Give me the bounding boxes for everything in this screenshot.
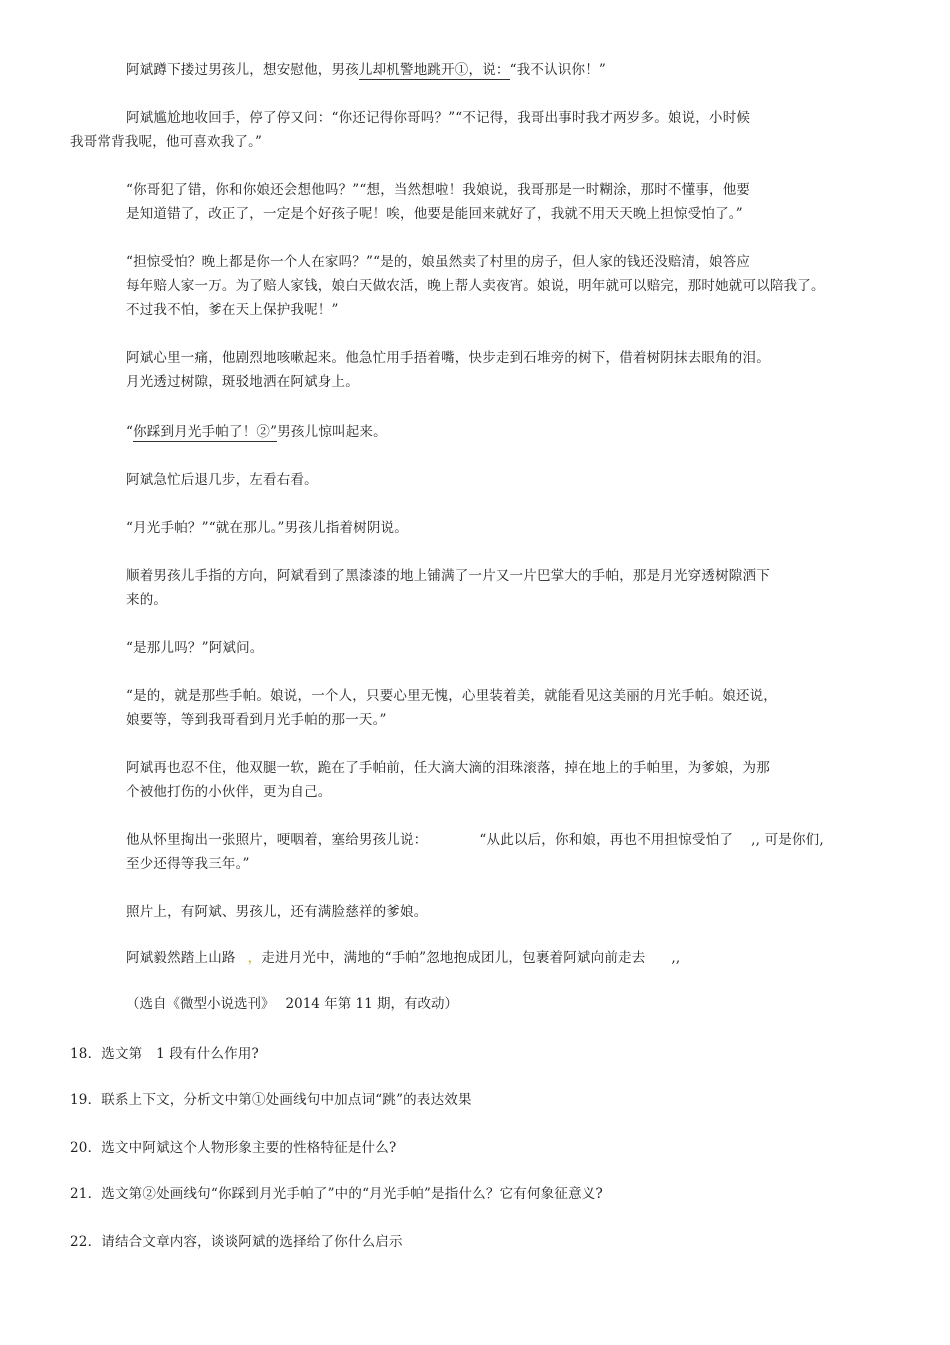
paragraph-14-text: 照片上，有阿斌、男孩儿，还有满脸慈祥的爹娘。 [126,904,428,920]
paragraph-1-quote: “我不认识你！” [509,62,607,78]
paragraph-15 [70,946,850,970]
paragraph-15-text-b: 走进月光中，满地的“手帕”忽地抱成团儿，包裹着阿斌向前走去 [261,950,646,966]
paragraph-3-line-1: “你哥犯了错，你和你娘还会想他吗？”“想，当然想啦！我娘说，我哥那是一时糊涂，那时不懂事，他要 [126,182,751,198]
paragraph-1 [70,58,850,82]
question-20: 20．选文中阿斌这个人物形象主要的性格特征是什么? [70,1140,397,1156]
paragraph-12-line-1: 阿斌再也忍不住，他双腿一软，跪在了手帕前，任大滴大滴的泪珠滚落，掉在地上的手帕里，为爹娘，为那 [126,760,770,776]
paragraph-13-line-1 [70,828,850,852]
paragraph-2-line-2: 我哥常背我呢，他可喜欢我了。” [70,134,263,150]
paragraph-15-mark: ， [247,950,262,966]
paragraph-9-line-2: 来的。 [126,592,168,608]
paragraph-15-text-a: 阿斌毅然踏上山路 [126,950,236,966]
paragraph-9 [70,564,850,612]
paragraph-4-line-1: “担惊受怕？晚上都是你一个人在家吗？”“是的，娘虽然卖了村里的房子，但人家的钱还没赔清，娘答应 [126,254,751,270]
question-18: 18．选文第 1 段有什么作用? [70,1046,259,1062]
paragraph-11 [70,684,850,732]
underlined-sentence-1: 儿却机警地跳开①，说： [358,62,510,78]
paragraph-3 [70,178,850,226]
paragraph-13 [70,828,850,876]
paragraph-14 [70,900,850,924]
underlined-sentence-2: 你踩到月光手帕了！②” [133,424,278,440]
paragraph-13-tail: ,, 可是你们, [751,832,824,848]
source-citation: （选自《微型小说选刊》 2014 年第 11 期，有改动） [126,996,458,1012]
paragraph-13-lead: 他从怀里掏出一张照片，哽咽着，塞给男孩儿说： [126,832,428,848]
paragraph-8-text: “月光手帕？”“就在那儿。”男孩儿指着树阴说。 [126,520,408,536]
paragraph-12-line-2: 个被他打伤的小伙伴，更为自己。 [126,784,332,800]
paragraph-15-tail: ,, [671,950,681,966]
paragraph-6 [70,420,850,444]
paragraph-2 [70,106,850,154]
paragraph-4-line-3: 不过我不怕，爹在天上保护我呢！” [126,302,339,318]
question-21: 21．选文第②处画线句“你踩到月光手帕了”中的“月光手帕”是指什么？它有何象征意义? [70,1186,603,1202]
paragraph-8 [70,516,850,540]
paragraph-6-text: 男孩儿惊叫起来。 [277,424,387,440]
paragraph-4 [70,250,850,322]
paragraph-10-text: “是那儿吗？”阿斌问。 [126,640,264,656]
paragraph-5-line-1: 阿斌心里一痛，他剧烈地咳嗽起来。他急忙用手捂着嘴，快步走到石堆旁的树下，借着树阴抹去眼角的泪。 [126,350,770,366]
paragraph-7 [70,468,850,492]
paragraph-5-line-2: 月光透过树隙，斑驳地洒在阿斌身上。 [126,374,359,390]
paragraph-3-line-2: 是知道错了，改正了，一定是个好孩子呢！唉，他要是能回来就好了，我就不用天天晚上担惊受怕了。” [126,206,743,222]
paragraph-1-text: 阿斌蹲下搂过男孩儿，想安慰他，男孩 [126,62,359,78]
paragraph-11-line-2: 娘要等，等到我哥看到月光手帕的那一天。” [126,712,387,728]
question-19: 19．联系上下文，分析文中第①处画线句中加点词“跳”的表达效果 [70,1092,472,1108]
paragraph-10 [70,636,850,660]
paragraph-7-text: 阿斌急忙后退几步，左看右看。 [126,472,318,488]
paragraph-4-line-2: 每年赔人家一万。为了赔人家钱，娘白天做农活，晚上帮人卖夜宵。娘说，明年就可以赔完，那时她就可以陪我了。 [126,278,825,294]
paragraph-13-quote: “从此以后，你和娘，再也不用担惊受怕了 [479,832,734,848]
paragraph-2-line-1: 阿斌尴尬地收回手，停了停又问：“你还记得你哥吗？”“不记得，我哥出事时我才两岁多。娘说，小时候 [126,110,751,126]
paragraph-13-line-2: 至少还得等我三年。” [126,856,250,872]
paragraph-9-line-1: 顺着男孩儿手指的方向，阿斌看到了黑漆漆的地上铺满了一片又一片巴掌大的手帕，那是月光穿透树隙洒下 [126,568,770,584]
paragraph-11-line-1: “是的，就是那些手帕。娘说，一个人，只要心里无愧，心里装着美，就能看见这美丽的月光手帕。娘还说， [126,688,778,704]
paragraph-5 [70,346,850,394]
paragraph-6-open-quote: “ [126,424,134,440]
question-22: 22．请结合文章内容，谈谈阿斌的选择给了你什么启示 [70,1234,403,1250]
paragraph-12 [70,756,850,804]
